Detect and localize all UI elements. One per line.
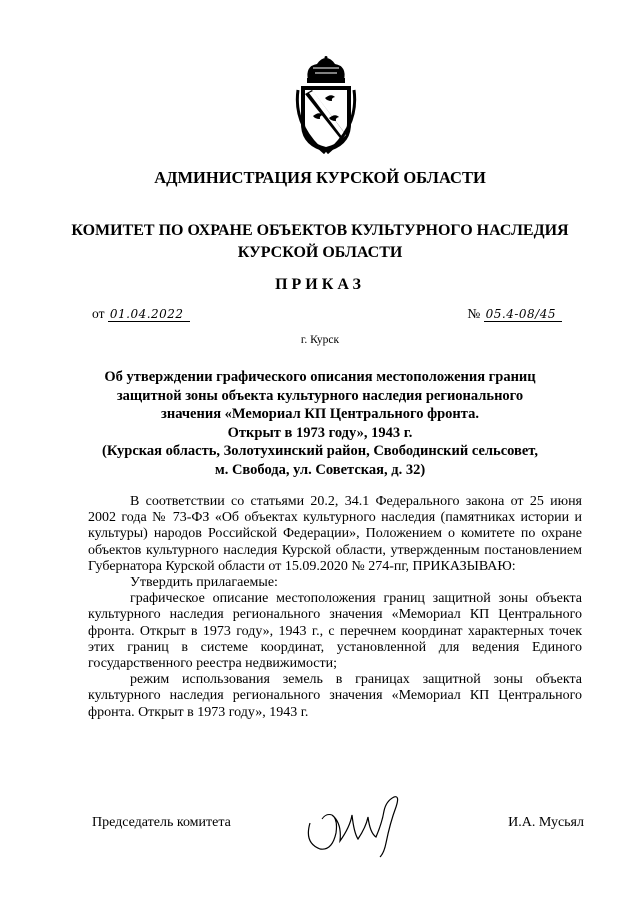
signer-name: И.А. Мусьял — [508, 815, 584, 830]
city-label: г. Курск — [300, 334, 340, 346]
subject-line4: Открыт в 1973 году», 1943 г. — [227, 424, 413, 441]
body-paragraph-description: графическое описание местоположения границ защитной зоны объекта культурного наследия регионального значения «Мемориал КП Центрального фронта. Открыт в 1973 году», 1943 г., с перечнем координат характерных точек этих границ в системе координат, установленной для ведения Единого государственного реестра недвижимости; — [88, 591, 582, 672]
crown-icon — [307, 56, 345, 83]
subject-line5: (Курская область, Золотухинский район, Свободинский сельсовет, — [102, 443, 538, 459]
signature-block — [92, 815, 584, 875]
order-subject — [0, 368, 640, 479]
date-number-row — [92, 306, 562, 330]
handwritten-signature — [302, 793, 412, 859]
subject-line2: защитной зоны объекта культурного наследия регионального — [116, 387, 524, 404]
number-handwritten: 05.4-08/45 — [484, 307, 562, 322]
body-paragraph-regime: режим использования земель в границах защитной зоны объекта культурного наследия регионального значения «Мемориал КП Центрального фронта. Открыт в 1973 году», 1943 г. — [88, 672, 582, 720]
order-number — [467, 306, 562, 322]
order-body — [88, 494, 582, 721]
coat-of-arms-emblem — [291, 56, 361, 154]
subject-line1: Об утверждении графического описания местоположения границ — [104, 369, 536, 385]
number-prefix: № — [467, 306, 481, 321]
body-paragraph-preamble: В соответствии со статьями 20.2, 34.1 Федерального закона от 25 июня 2002 года № 73-ФЗ «Об объектах культурного наследия (памятниках истории и культуры) народов Российской Федерации», Положением о комитете по охране объектов культурного наследия Курской области, утвержденным постановлением Губернатора Курской области от 15.09.2020 № 274-пг, ПРИКАЗЫВАЮ: — [88, 494, 582, 574]
administration-title: АДМИНИСТРАЦИЯ КУРСКОЙ ОБЛАСТИ — [154, 168, 486, 187]
body-paragraph-approve: Утвердить прилагаемые: — [130, 575, 278, 591]
committee-title-line1: КОМИТЕТ ПО ОХРАНЕ ОБЪЕКТОВ КУЛЬТУРНОГО НАСЛЕДИЯ — [71, 222, 569, 239]
committee-title-line2: КУРСКОЙ ОБЛАСТИ — [237, 244, 403, 261]
date-prefix: от — [92, 306, 105, 321]
document-type: ПРИКАЗ — [275, 276, 365, 293]
date-handwritten: 01.04.2022 — [108, 307, 190, 322]
subject-line3: значения «Мемориал КП Центрального фронта. — [161, 406, 479, 422]
signer-position: Председатель комитета — [92, 815, 231, 830]
committee-title — [0, 220, 640, 264]
subject-line6: м. Свобода, ул. Советская, д. 32) — [214, 461, 426, 478]
order-date — [92, 306, 190, 322]
